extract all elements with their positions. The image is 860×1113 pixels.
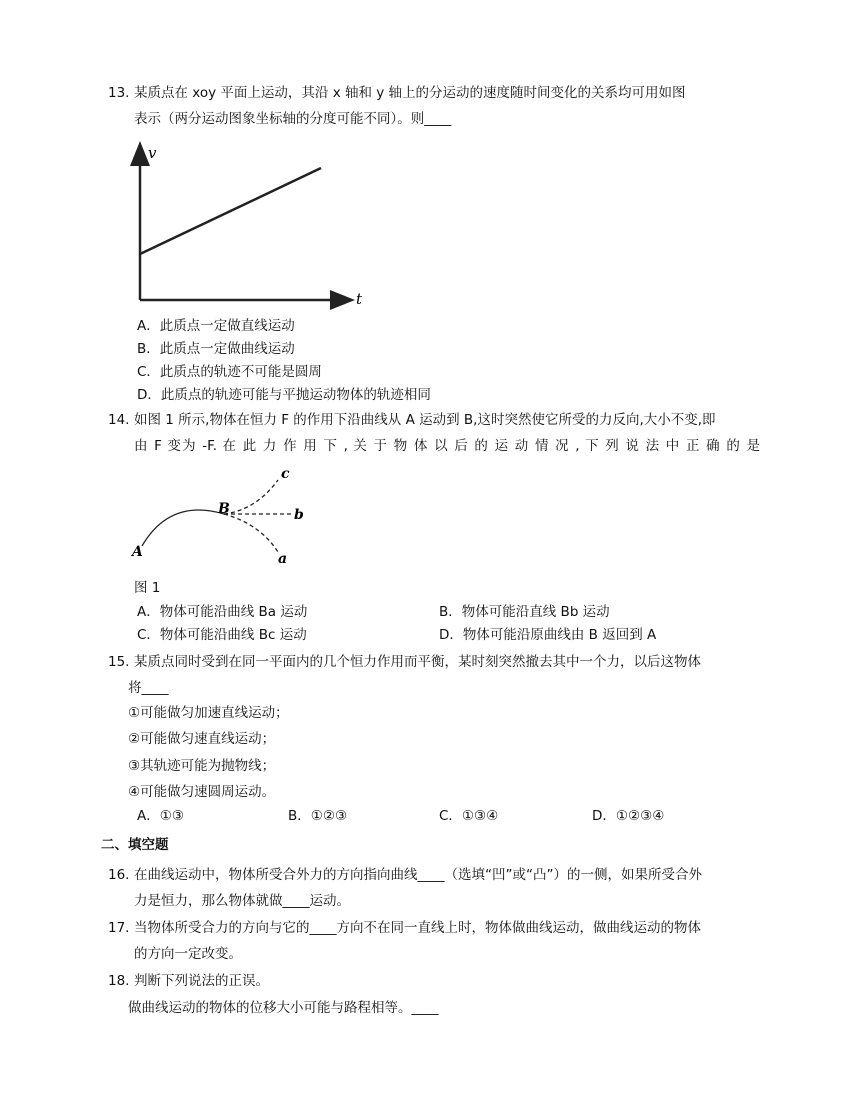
curve-ba [224,514,278,552]
q17-stem-line1: 当物体所受合力的方向与它的____方向不在同一直线上时，物体做曲线运动，做曲线运动的物体 [134,920,701,936]
q14-stem-line1: 如图 1 所示,物体在恒力 F 的作用下沿曲线从 A 运动到 B,这时突然使它所受的力反向,大小不变,即 [134,412,716,428]
q15-stem-line1: 某质点同时受到在同一平面内的几个恒力作用而平衡，某时刻突然撤去其中一个力，以后这物体 [134,654,701,670]
q14-option-b[interactable]: B．物体可能沿直线 Bb 运动 [439,604,610,620]
label-b: b [294,507,304,523]
q15-option-c[interactable]: C．①③④ [439,808,499,824]
label-c: c [281,466,290,482]
q16-stem-line2: 力是恒力，那么物体就做____运动。 [134,893,350,909]
q15-stem-line2: 将____ [128,680,169,696]
label-a: a [278,551,288,567]
q18-stem-line1: 判断下列说法的正误。 [134,973,269,989]
q14-option-c[interactable]: C．物体可能沿曲线 Bc 运动 [137,627,307,643]
v-axis-label: v [148,144,157,162]
q14-number: 14. [108,412,130,428]
q13-number: 13. [108,85,130,101]
label-b-point: B [218,501,230,517]
label-a-start: A [132,544,143,560]
q13-option-a[interactable]: A．此质点一定做直线运动 [137,318,295,334]
q18-stem-line2: 做曲线运动的物体的位移大小可能与路程相等。____ [128,1000,439,1016]
q13-velocity-time-graph [128,140,360,310]
q15-option-d[interactable]: D．①②③④ [592,808,665,824]
q15-option-a[interactable]: A．①③ [137,808,184,824]
q14-stem-line2: 由 F 变为 -F. 在 此 力 作 用 下 , 关 于 物 体 以 后 的 运 动 情 况 , 下 列 说 法 中 正 确 的 是 [134,438,760,454]
q17-stem-line2: 的方向一定改变。 [134,946,242,962]
q13-option-c[interactable]: C．此质点的轨迹不可能是圆周 [137,364,322,380]
q13-stem-line1: 某质点在 xoy 平面上运动，其沿 x 轴和 y 轴上的分运动的速度随时间变化的关系均可用如图 [134,85,686,101]
q15-statement-1: ①可能做匀加速直线运动； [128,705,289,721]
q15-option-b[interactable]: B．①②③ [288,808,348,824]
t-axis-label: t [355,290,362,308]
q15-number: 15. [108,654,130,670]
section-title-fill-in-blank: 二、填空题 [101,837,169,853]
curve-ab [142,510,224,546]
q17-number: 17. [108,920,130,936]
q15-statement-4: ④可能做匀速圆周运动。 [128,784,276,800]
q16-stem-line1: 在曲线运动中，物体所受合外力的方向指向曲线____（选填“凹”或“凸”）的一侧，如果所受合外 [134,867,702,883]
q13-option-d[interactable]: D．此质点的轨迹可能与平抛运动物体的轨迹相同 [137,387,431,403]
v-t-line [140,168,321,254]
q15-statement-3: ③其轨迹可能为抛物线； [128,758,276,774]
q15-statement-2: ②可能做匀速直线运动； [128,731,276,747]
q16-number: 16. [108,867,130,883]
q13-option-b[interactable]: B．此质点一定做曲线运动 [137,341,295,357]
curve-bc [224,480,278,514]
q13-stem-line2: 表示（两分运动图象坐标轴的分度可能不同）。则____ [134,111,452,127]
q14-option-a[interactable]: A．物体可能沿曲线 Ba 运动 [137,604,308,620]
q14-option-d[interactable]: D．物体可能沿原曲线由 B 返回到 A [439,627,657,643]
q18-number: 18. [108,973,130,989]
q14-trajectory-figure [128,462,308,574]
q14-figure-caption: 图 1 [134,580,161,596]
